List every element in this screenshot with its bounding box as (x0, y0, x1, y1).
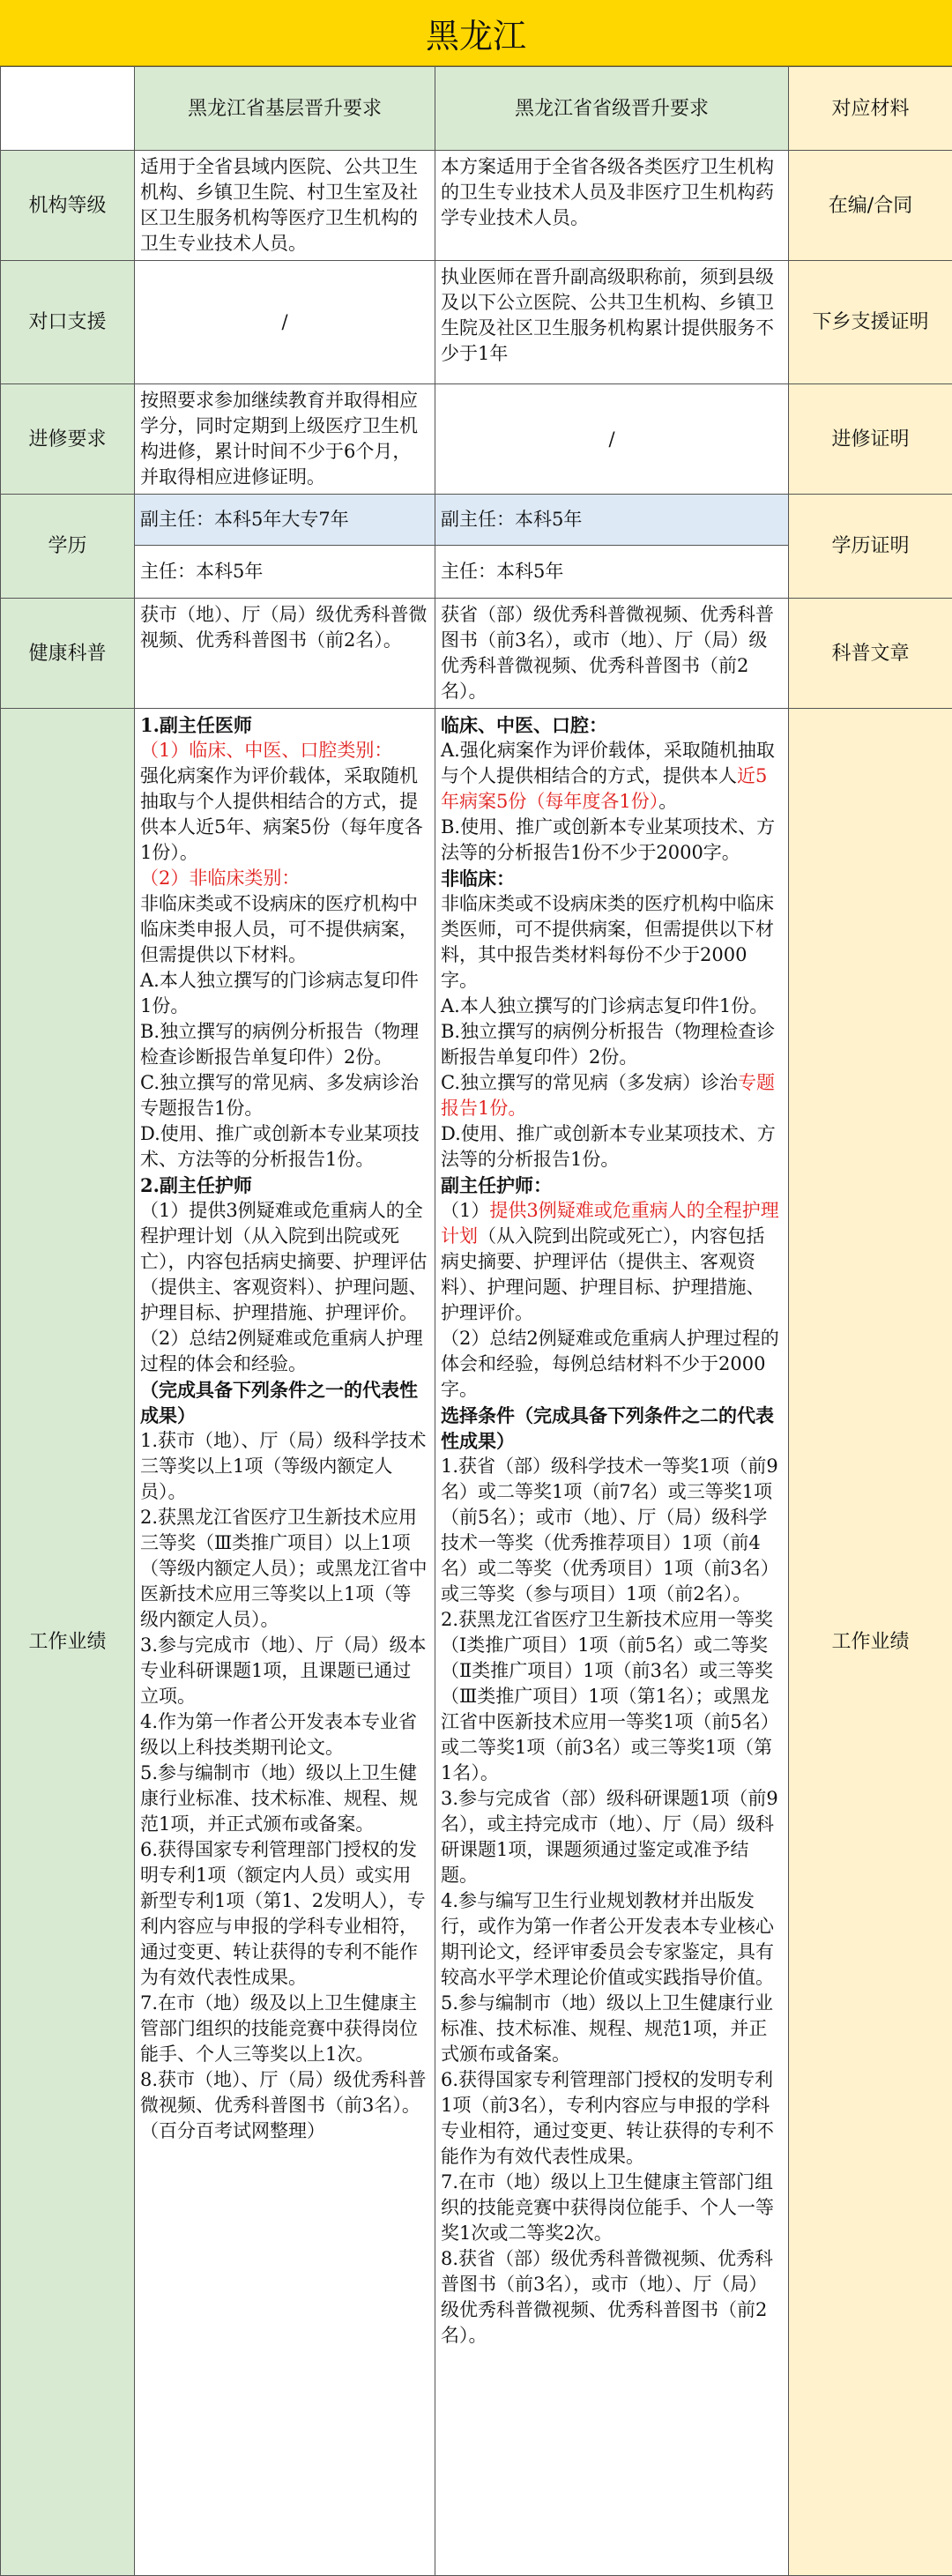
basic-line: A.本人独立撰写的门诊病志复印件1份。 (140, 970, 419, 1016)
education-provincial-deputy: 副主任：本科5年 (435, 495, 789, 546)
basic-line: （百分百考试网整理） (140, 2120, 325, 2141)
provincial-line: 6.获得国家专利管理部门授权的发明专利1项（前3名），专利内容应与申报的学科专业相符，通过变更、转让获得的专利不能作为有效代表性成果。 (441, 2069, 774, 2167)
basic-line: （完成具备下列条件之一的代表性成果） (140, 1379, 418, 1426)
support-basic-text: / (135, 261, 435, 384)
performance-provincial-list (435, 709, 788, 2352)
basic-line: （1）提供3例疑难或危重病人的全程护理计划（从入院到出院或死亡），内容包括病史摘要、护理评估（提供主、客观资料）、护理问题、护理目标、护理措施、护理评价。 (140, 1200, 428, 1323)
provincial-line: 5.参与编制市（地）级以上卫生健康行业标准、技术标准、规程、规范1项，并正式颁布或备案。 (441, 1992, 774, 2065)
row-science (1, 599, 952, 709)
basic-line: 5.参与编制市（地）级以上卫生健康行业标准、技术标准、规程、规范1项，并正式颁布或备案。 (140, 1762, 418, 1835)
basic-line: D.使用、推广或创新本专业某项技术、方法等的分析报告1份。 (140, 1123, 420, 1170)
institution-basic-text: 适用于全省县域内医院、公共卫生机构、乡镇卫生院、村卫生室及社区卫生服务机构等医疗卫生机构的卫生专业技术人员。 (140, 156, 418, 254)
basic-line: 2.获黑龙江省医疗卫生新技术应用三等奖（Ⅲ类推广项目）以上1项（等级内额定人员）；或黑龙江省中医新技术应用三等奖以上1项（等级内额定人员）。 (140, 1507, 428, 1630)
label-science: 健康科普 (1, 599, 135, 709)
basic-line: 非临床类或不设病床的医疗机构中临床类申报人员，可不提供病案，但需提供以下材料。 (140, 893, 418, 965)
row-support (1, 261, 952, 384)
label-performance: 工作业绩 (1, 709, 135, 2576)
basic-line: 3.参与完成市（地）、厅（局）级本专业科研课题1项，且课题已通过立项。 (140, 1634, 427, 1707)
header-row (1, 67, 952, 151)
institution-provincial-text: 本方案适用于全省各级各类医疗卫生机构的卫生专业技术人员及非医疗卫生机构药学专业技术人员。 (441, 156, 774, 228)
education-provincial-chief: 主任：本科5年 (435, 546, 789, 599)
provincial-line: B.使用、推广或创新本专业某项技术、方法等的分析报告1份不少于2000字。 (441, 816, 776, 863)
material-education: 学历证明 (789, 495, 952, 599)
provincial-line: 7.在市（地）级以上卫生健康主管部门组织的技能竞赛中获得岗位能手、个人一等奖1次或二等奖2次。 (441, 2171, 774, 2244)
material-institution: 在编/合同 (789, 151, 952, 261)
promotion-requirements-table (0, 66, 952, 2576)
row-performance (1, 709, 952, 2576)
label-education: 学历 (1, 495, 135, 599)
row-institution (1, 151, 952, 261)
provincial-span: 。 (658, 791, 678, 812)
provincial-line (441, 738, 783, 815)
basic-line: 6.获得国家专利管理部门授权的发明专利1项（额定内人员）或实用新型专利1项（第1、2发明人），专利内容应与申报的学科专业相符，通过变更、转让获得的专利不能作为有效代表性成果。 (140, 1839, 426, 1988)
header-materials: 对应材料 (789, 67, 952, 151)
provincial-line: B.独立撰写的病例分析报告（物理检查诊断报告单复印件）2份。 (441, 1021, 776, 1068)
provincial-highlight: 专题报告1份。 (441, 1072, 775, 1119)
provincial-span: A.强化病案作为评价载体，采取随机抽取与个人提供相结合的方式，提供本人 (441, 740, 775, 786)
provincial-span: （从入院到出院或死亡），内容包括病史摘要、护理评估（提供主、客观资料）、护理问题、护理目标、护理措施、护理评价。 (441, 1225, 765, 1323)
education-basic-deputy: 副主任：本科5年大专7年 (135, 495, 435, 546)
provincial-highlight: 近5年病案5份（每年度各1份） (441, 765, 768, 812)
provincial-line: 4.参与编写卫生行业规划教材并出版发行，或作为第一作者公开发表本专业核心期刊论文，经评审委员会专家鉴定，具有较高水平学术理论价值或实践指导价值。 (441, 1890, 774, 1988)
provincial-line: 副主任护师： (441, 1174, 552, 1196)
provincial-line (441, 1198, 783, 1326)
provincial-line: 1.获省（部）级科学技术一等奖1项（前9名）或二等奖1项（前7名）或三等奖1项（前5名）；或市（地）、厅（局）级科学技术一等奖（优秀推荐项目）1项（前4名）或二等奖（优秀项目）1项（前3名）或三等奖（参与项目）1项（前2名）。 (441, 1456, 779, 1604)
row-education-deputy (1, 495, 952, 546)
label-support: 对口支援 (1, 261, 135, 384)
training-basic-text: 按照要求参加继续教育并取得相应学分，同时定期到上级医疗卫生机构进修，累计时间不少于6个月，并取得相应进修证明。 (140, 390, 418, 488)
basic-line: （2）总结2例疑难或危重病人护理过程的体会和经验。 (140, 1328, 423, 1374)
provincial-line: A.本人独立撰写的门诊病志复印件1份。 (441, 995, 769, 1016)
training-provincial-text: / (435, 384, 789, 495)
performance-basic-list (135, 709, 435, 2148)
basic-line: C.独立撰写的常见病、多发病诊治专题报告1份。 (140, 1072, 419, 1119)
material-performance: 工作业绩 (789, 709, 952, 2576)
provincial-line: 选择条件（完成具备下列条件之二的代表性成果） (441, 1404, 774, 1452)
basic-line: 4.作为第一作者公开发表本专业省级以上科技类期刊论文。 (140, 1711, 418, 1758)
provincial-line: 2.获黑龙江省医疗卫生新技术应用一等奖（Ⅰ类推广项目）1项（前5名）或二等奖（Ⅱ类推广项目）1项（前3名）或三等奖（Ⅲ类推广项目）1项（第1名）；或黑龙江省中医新技术应用一等奖1项（前5名）或二等奖1项（前3名）或三等奖1项（第1名）。 (441, 1609, 779, 1783)
science-provincial-text: 获省（部）级优秀科普微视频、优秀科普图书（前3名），或市（地）、厅（局）级优秀科普微视频、优秀科普图书（前2名）。 (441, 604, 774, 702)
header-provincial-level: 黑龙江省省级晋升要求 (435, 67, 789, 151)
provincial-line: （2）总结2例疑难或危重病人护理过程的体会和经验，每例总结材料不少于2000字。 (441, 1328, 779, 1400)
support-provincial-text: 执业医师在晋升副高级职称前，须到县级及以下公立医院、公共卫生机构、乡镇卫生院及社区卫生服务机构累计提供服务不少于1年 (441, 266, 774, 364)
basic-line: 2.副主任护师 (140, 1174, 252, 1196)
provincial-line: 3.参与完成省（部）级科研课题1项（前9名），或主持完成市（地）、厅（局）级科研课题1项，课题须通过鉴定或准予结题。 (441, 1788, 778, 1886)
label-training: 进修要求 (1, 384, 135, 495)
material-support: 下乡支援证明 (789, 261, 952, 384)
page-title: 黑龙江 (0, 0, 952, 66)
provincial-span: C.独立撰写的常见病（多发病）诊治 (441, 1072, 738, 1093)
basic-line: 强化病案作为评价载体，采取随机抽取与个人提供相结合的方式，提供本人近5年、病案5份（每年度各1份）。 (140, 765, 423, 863)
provincial-line (441, 1070, 783, 1121)
material-training: 进修证明 (789, 384, 952, 495)
row-training (1, 384, 952, 495)
basic-line: B.独立撰写的病例分析报告（物理检查诊断报告单复印件）2份。 (140, 1021, 420, 1068)
basic-line: 1.获市（地）、厅（局）级科学技术三等奖以上1项（等级内额定人员）。 (140, 1430, 427, 1502)
header-corner-cell (1, 67, 135, 151)
provincial-line: 非临床： (441, 867, 515, 890)
material-science: 科普文章 (789, 599, 952, 709)
provincial-line: 临床、中医、口腔： (441, 714, 607, 736)
basic-line: 7.在市（地）级及以上卫生健康主管部门组织的技能竞赛中获得岗位能手、个人三等奖以上1次。 (140, 1992, 418, 2065)
science-basic-text: 获市（地）、厅（局）级优秀科普微视频、优秀科普图书（前2名）。 (140, 604, 428, 651)
provincial-line: 非临床类或不设病床类的医疗机构中临床类医师，可不提供病案，但需提供以下材料，其中报告类材料每份不少于2000字。 (441, 893, 774, 991)
basic-line: （2）非临床类别： (140, 867, 301, 889)
basic-line: （1）临床、中医、口腔类别： (140, 740, 393, 761)
label-institution: 机构等级 (1, 151, 135, 261)
basic-line: 8.获市（地）、厅（局）级优秀科普微视频、优秀科普图书（前3名）。 (140, 2069, 427, 2116)
provincial-line: 8.获省（部）级优秀科普微视频、优秀科普图书（前3名），或市（地）、厅（局）级优秀科普微视频、优秀科普图书（前2名）。 (441, 2248, 774, 2346)
provincial-highlight: 提供3例疑难或危重病人的全程护理计划 (441, 1200, 779, 1247)
education-basic-chief: 主任：本科5年 (135, 546, 435, 599)
basic-line: 1.副主任医师 (140, 714, 252, 736)
provincial-line: D.使用、推广或创新本专业某项技术、方法等的分析报告1份。 (441, 1123, 776, 1170)
header-basic-level: 黑龙江省基层晋升要求 (135, 67, 435, 151)
provincial-span: （1） (441, 1200, 490, 1221)
